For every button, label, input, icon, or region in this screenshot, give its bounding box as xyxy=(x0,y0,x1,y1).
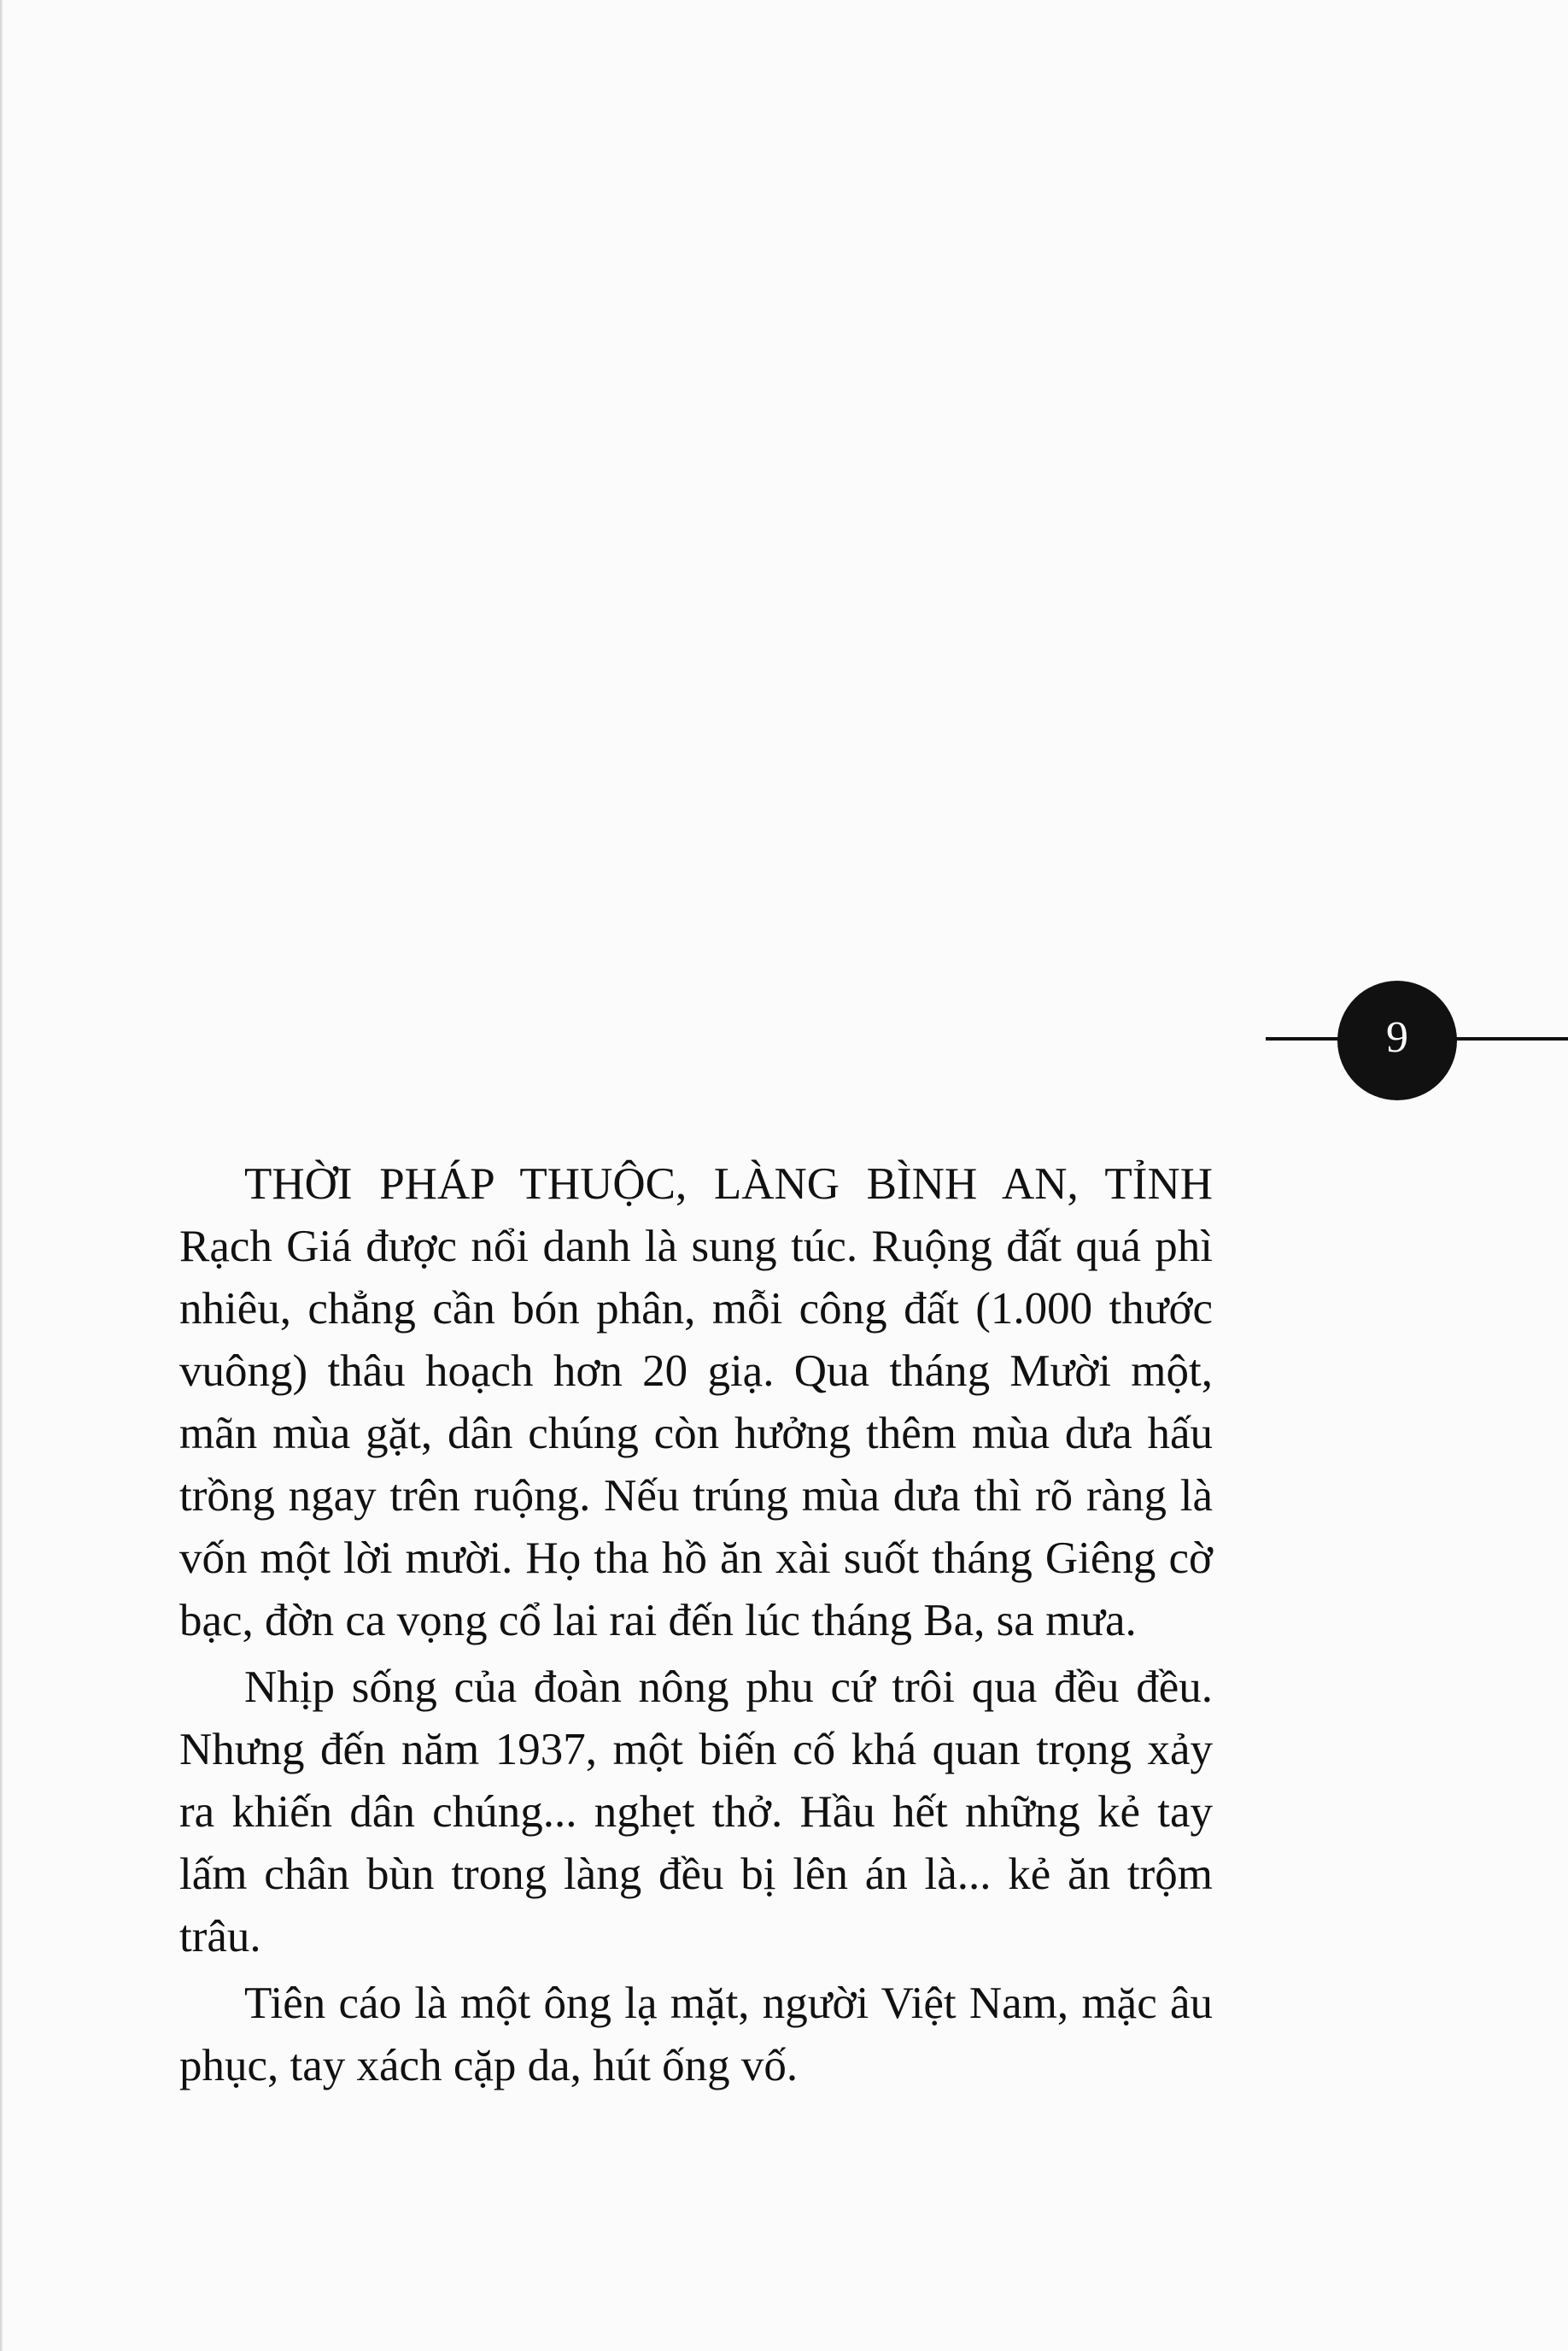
paragraph-3: Tiên cáo là một ông lạ mặt, người Việt Nam, mặc âu phục, tay xách cặp da, hút ống vố. xyxy=(179,1979,1213,2090)
chapter-number-badge xyxy=(1337,981,1457,1100)
chapter-number: 9 xyxy=(1386,1013,1408,1062)
chapter-rule-right xyxy=(1455,1037,1568,1041)
chapter-rule-left xyxy=(1266,1037,1344,1041)
page-edge xyxy=(0,0,3,2351)
paragraph-2: Nhịp sống của đoàn nông phu cứ trôi qua đều đều. Nhưng đến năm 1937, một biến cố khá quan trọng xảy ra khiến dân chúng... nghẹt thở. Hầu hết những kẻ tay lấm chân bùn trong làng đều bị lên án là... kẻ ăn trộm trâu. xyxy=(179,1662,1213,1961)
chapter-body xyxy=(179,1153,1213,2097)
paragraph-1: THỜI PHÁP THUỘC, LÀNG BÌNH AN, TỈNH Rạch Giá được nổi danh là sung túc. Ruộng đất quá phì nhiêu, chẳng cần bón phân, mỗi công đất (1.000 thước vuông) thâu hoạch hơn 20 giạ. Qua tháng Mười một, mãn mùa gặt, dân chúng còn hưởng thêm mùa dưa hấu trồng ngay trên ruộng. Nếu trúng mùa dưa thì rõ ràng là vốn một lời mười. Họ tha hồ ăn xài suốt tháng Giêng cờ bạc, đờn ca vọng cổ lai rai đến lúc tháng Ba, sa mưa. xyxy=(179,1159,1213,1645)
